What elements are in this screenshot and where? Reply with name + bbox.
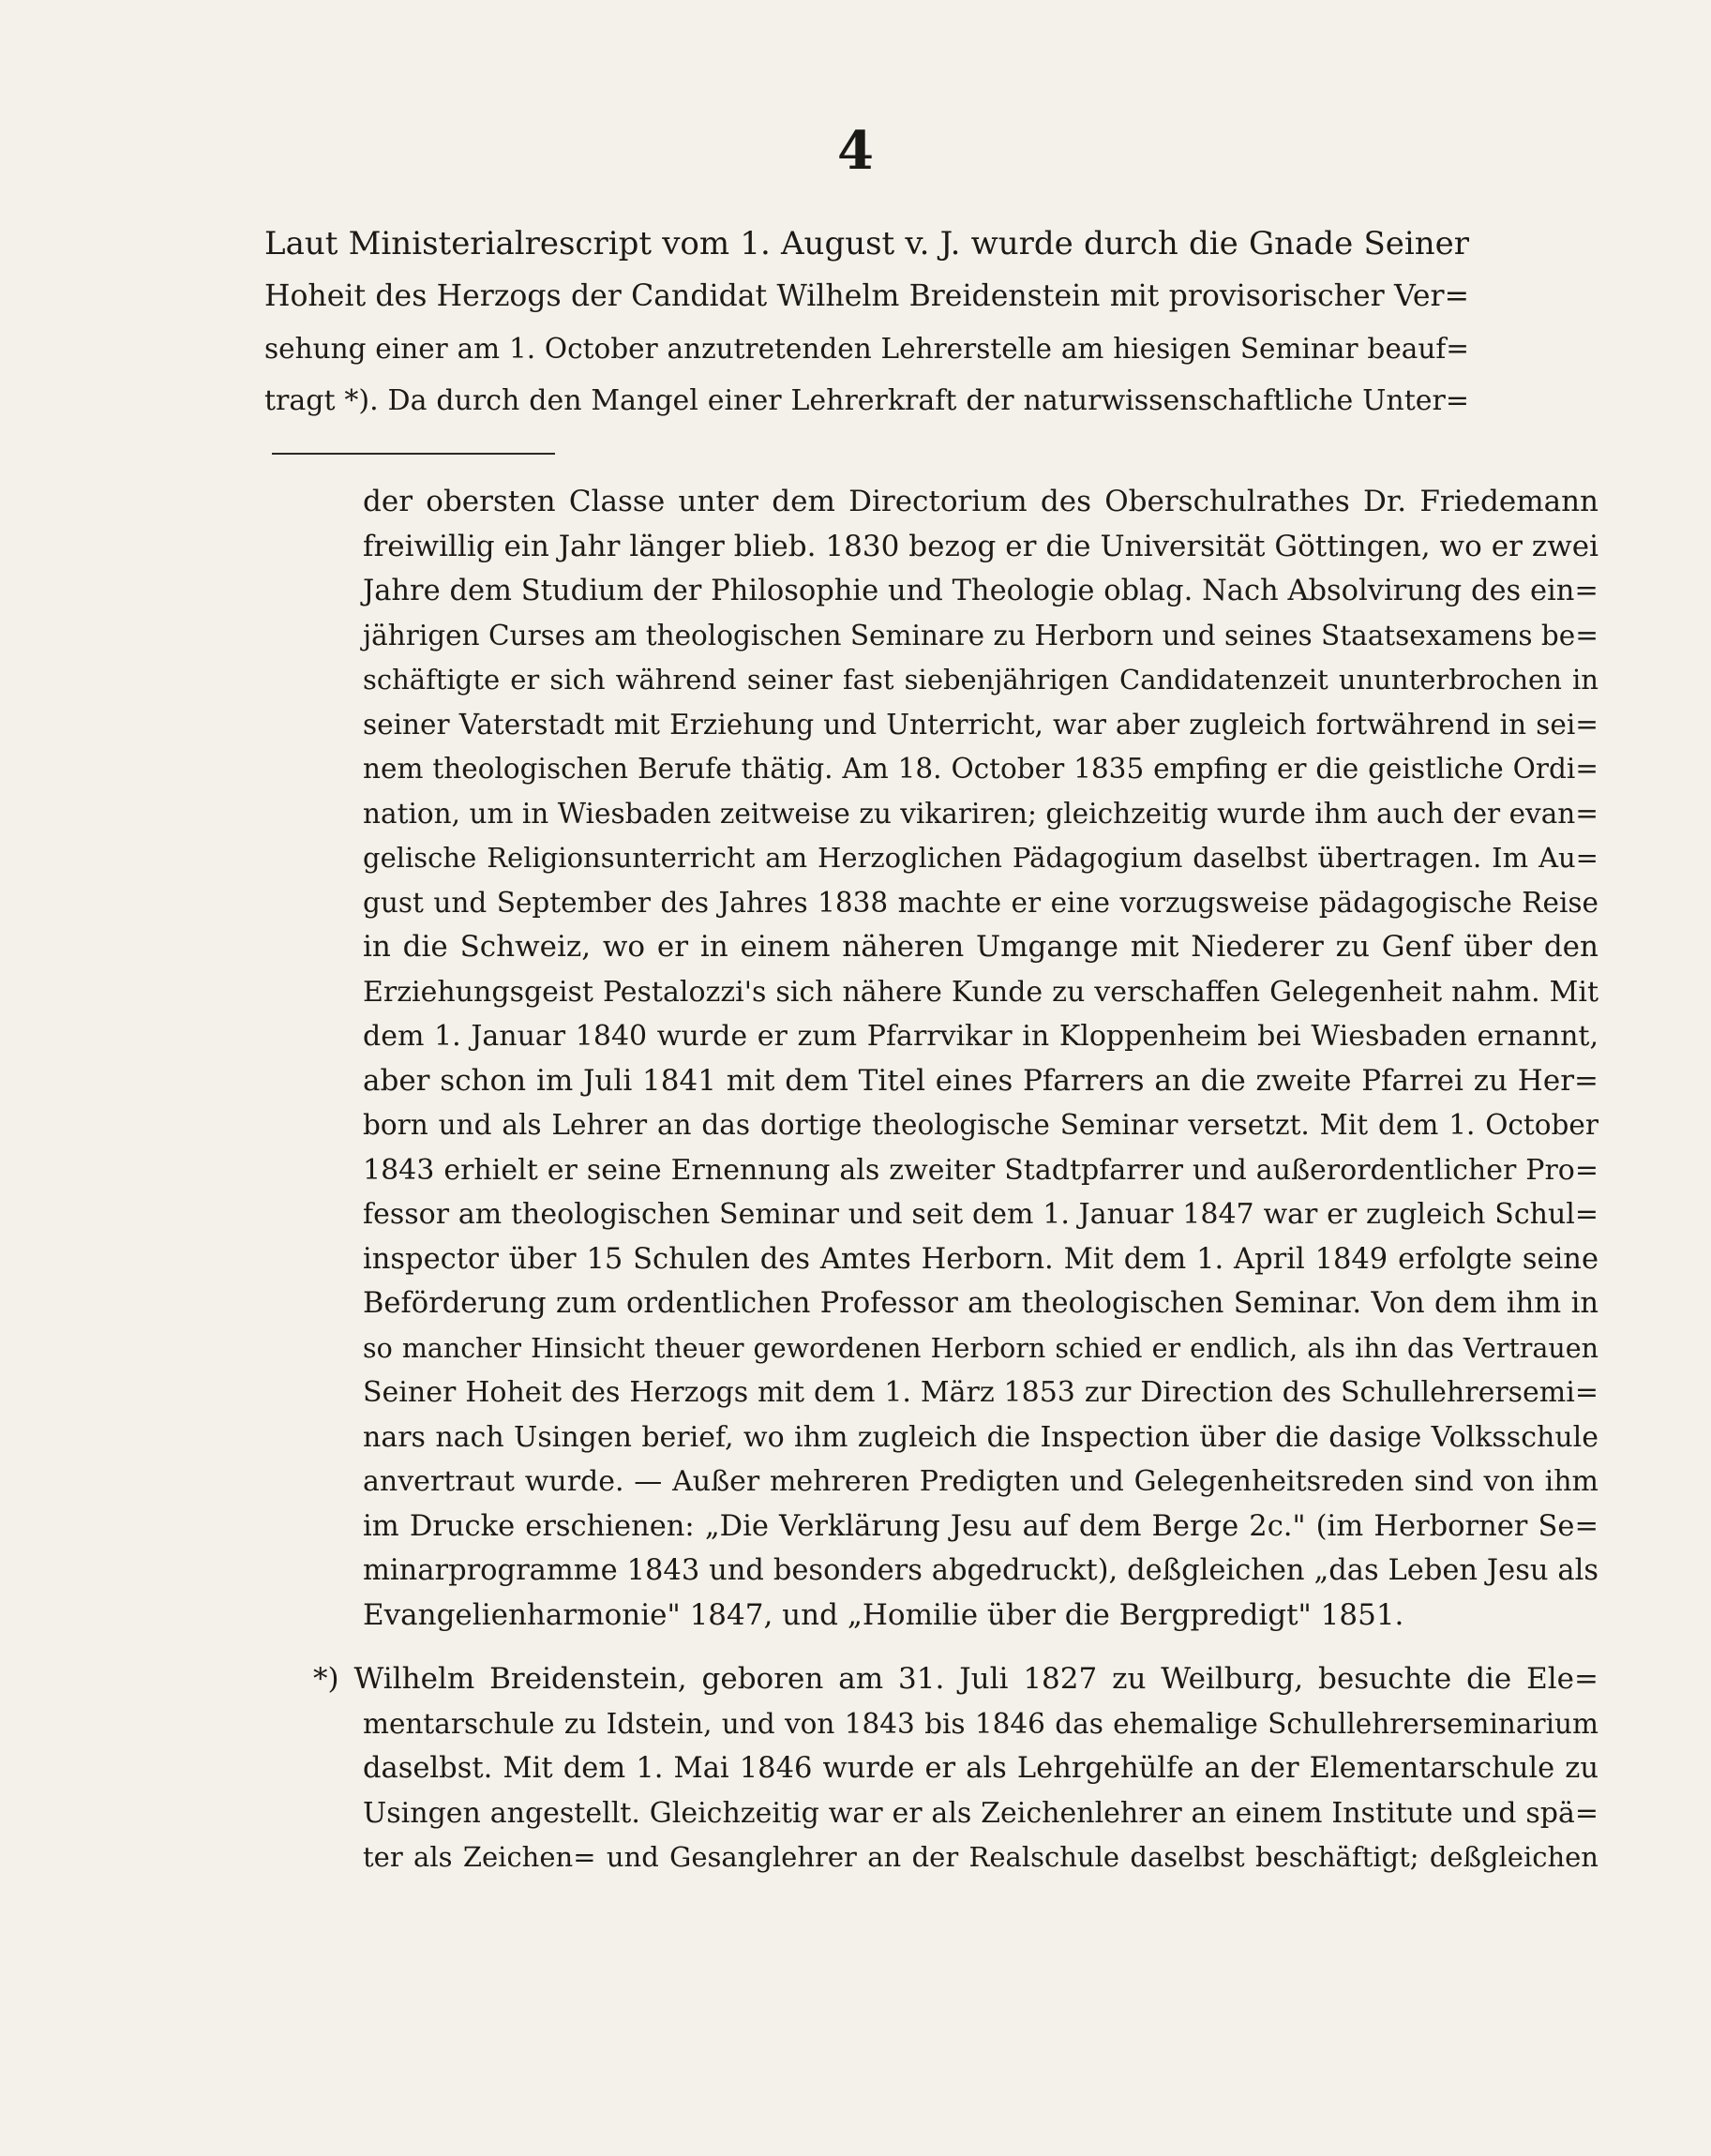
footnote-separator-rule	[272, 453, 555, 455]
continued-footnote-block	[363, 480, 1598, 1638]
note-line: schäftigte er sich während seiner fast siebenjährigen Candidatenzeit ununterbrochen in	[363, 664, 1598, 696]
note-line: nation, um in Wiesbaden zeitweise zu vikariren; gleichzeitig wurde ihm auch der evan=	[363, 797, 1598, 830]
main-text-line: tragt *). Da durch den Mangel einer Lehrerkraft der naturwissenschaftliche Unter=	[264, 384, 1469, 417]
note-line: anvertraut wurde. — Außer mehreren Predigten und Gelegenheitsreden sind von ihm	[363, 1465, 1598, 1498]
main-text-line: Laut Ministerialrescript vom 1. August v. J. wurde durch die Gnade Seiner	[264, 225, 1469, 262]
footnote-line: ter als Zeichen= und Gesanglehrer an der Realschule daselbst beschäftigt; deßgleichen	[363, 1841, 1598, 1873]
note-line: Erziehungsgeist Pestalozzi's sich nähere Kunde zu verschaffen Gelegenheit nahm. Mit	[363, 975, 1598, 1009]
note-line: jährigen Curses am theologischen Seminare zu Herborn und seines Staatsexamens be=	[363, 619, 1598, 651]
note-line: born und als Lehrer an das dortige theologische Seminar versetzt. Mit dem 1. October	[363, 1109, 1598, 1141]
note-line: freiwillig ein Jahr länger blieb. 1830 bezog er die Universität Göttingen, wo er zwei	[363, 529, 1598, 563]
main-text-block	[264, 217, 1469, 427]
note-line: dem 1. Januar 1840 wurde er zum Pfarrvikar in Kloppenheim bei Wiesbaden ernannt,	[363, 1020, 1598, 1053]
note-line: Jahre dem Studium der Philosophie und Theologie oblag. Nach Absolvirung des ein=	[363, 575, 1598, 607]
note-line: 1843 erhielt er seine Ernennung als zweiter Stadtpfarrer und außerordentlicher Pro=	[363, 1153, 1598, 1187]
note-line: der obersten Classe unter dem Directorium des Oberschulrathes Dr. Friedemann	[363, 485, 1598, 518]
main-text-line: Hoheit des Herzogs der Candidat Wilhelm Breidenstein mit provisorischer Ver=	[264, 279, 1469, 313]
footnote-line: *) Wilhelm Breidenstein, geboren am 31. Juli 1827 zu Weilburg, besuchte die Ele=	[313, 1662, 1598, 1696]
footnote-block	[313, 1657, 1598, 1880]
note-line: Beförderung zum ordentlichen Professor am theologischen Seminar. Von dem ihm in	[363, 1287, 1598, 1320]
footnote-line: mentarschule zu Idstein, und von 1843 bis 1846 das ehemalige Schullehrerseminarium	[363, 1707, 1598, 1740]
footnote-line: Usingen angestellt. Gleichzeitig war er als Zeichenlehrer an einem Institute und spä=	[363, 1796, 1598, 1830]
note-line: aber schon im Juli 1841 mit dem Titel eines Pfarrers an die zweite Pfarrei zu Her=	[363, 1063, 1598, 1098]
note-line: gust und September des Jahres 1838 machte er eine vorzugsweise pädagogische Reise	[363, 886, 1598, 919]
footnote-line: daselbst. Mit dem 1. Mai 1846 wurde er als Lehrgehülfe an der Elementarschule zu	[363, 1752, 1598, 1785]
note-line: gelische Religionsunterricht am Herzoglichen Pädagogium daselbst übertragen. Im Au=	[363, 842, 1598, 874]
note-line: Seiner Hoheit des Herzogs mit dem 1. März 1853 zur Direction des Schullehrersemi=	[363, 1376, 1598, 1409]
note-line: nem theologischen Berufe thätig. Am 18. October 1835 empfing er die geistliche Ordi=	[363, 753, 1598, 785]
note-line: fessor am theologischen Seminar und seit dem 1. Januar 1847 war er zugleich Schul=	[363, 1198, 1598, 1231]
note-line: so mancher Hinsicht theuer gewordenen Herborn schied er endlich, als ihn das Vertrauen	[363, 1332, 1598, 1364]
note-line: minarprogramme 1843 und besonders abgedruckt), deßgleichen „das Leben Jesu als	[363, 1554, 1598, 1587]
page-number: 4	[837, 120, 874, 182]
main-text-line: sehung einer am 1. October anzutretenden Lehrerstelle am hiesigen Seminar beauf=	[264, 333, 1469, 365]
note-line: im Drucke erschienen: „Die Verklärung Jesu auf dem Berge 2c." (im Herborner Se=	[363, 1509, 1598, 1543]
note-line: seiner Vaterstadt mit Erziehung und Unterricht, war aber zugleich fortwährend in sei=	[363, 708, 1598, 741]
note-line: in die Schweiz, wo er in einem näheren Umgange mit Niederer zu Genf über den	[363, 930, 1598, 964]
note-line: inspector über 15 Schulen des Amtes Herborn. Mit dem 1. April 1849 erfolgte seine	[363, 1242, 1598, 1276]
note-line: nars nach Usingen berief, wo ihm zugleich die Inspection über die dasige Volksschule	[363, 1420, 1598, 1454]
note-line: Evangelienharmonie" 1847, und „Homilie über die Bergpredigt" 1851.	[363, 1597, 1404, 1632]
